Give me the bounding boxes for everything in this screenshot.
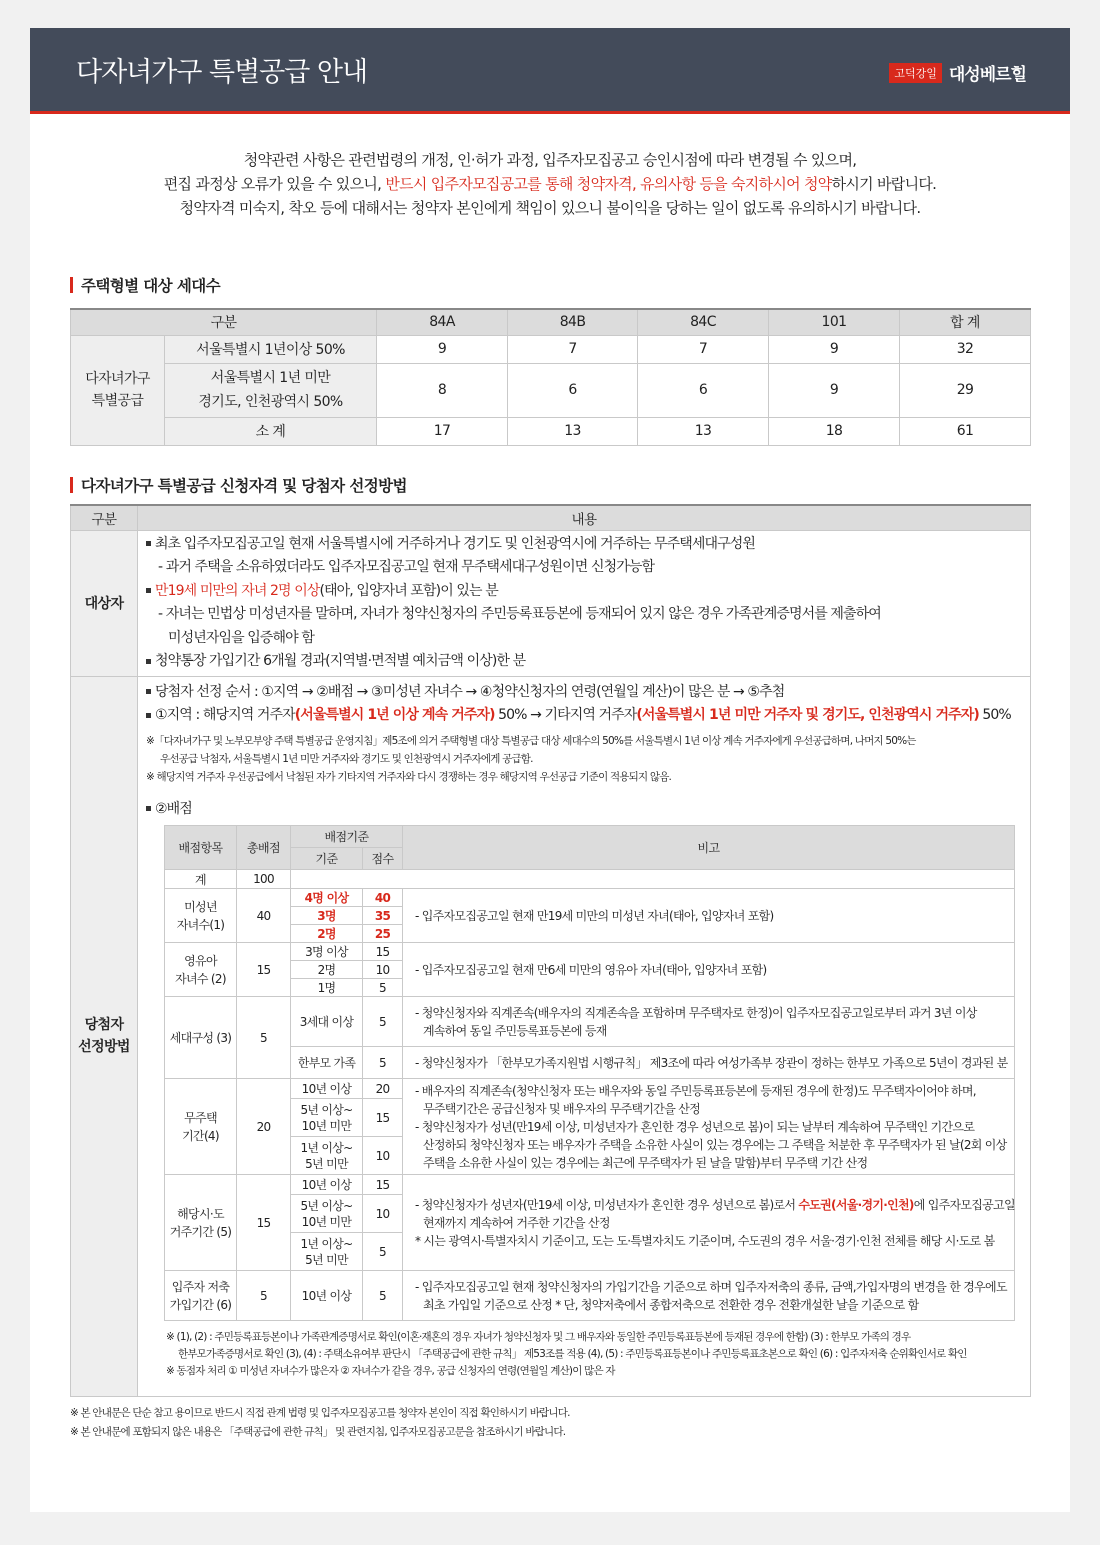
table-row: 세대구성 (3) 5 3세대 이상 5 - 청약신청자와 직계존속(배우자의 직계존속을 포함하며 무주택자로 한정)이 입주자모집공고일로부터 과거 3년 이상 계속하여 동일 주민등록표등본에 등재 [165,997,1015,1047]
group-label: 다자녀가구 특별공급 [71,335,165,445]
table-row [71,676,1031,1396]
footer-notes [70,1404,570,1442]
header-cell: 101 [769,309,900,335]
header-cell: 구분 [71,309,377,335]
footer-note: ※ 본 안내문에 포함되지 않은 내용은 「주택공급에 관한 규칙」 및 관련지침, 입주자모집공고문을 참조하시기 바랍니다. [70,1426,566,1438]
score-notes: ※ (1), (2) : 주민등록표등본이나 가족관계증명서로 확인(이혼·재혼의 경우 자녀가 청약신청자 및 그 배우자와 동일한 주민등록표등본에 등재된 경우에 한함) (3) : 한부모 가족의 경우 한부모가족증명서로 확인 (3), (4) : 주택소유여부 판단시 「주택공급에 관한 규칙」 제53조를 적용 (4), (5) : 주민등록표등본이나 주민등록표초본으로 확인 (6) : 입주자저축 순위확인서로 확인 ※ 동점자 처리 ① 미성년 자녀수가 많은자 ② 자녀수가 같을 경우, 공급 신청자의 연령(연월일 계산)이 많은 자 [166,1331,967,1377]
table-row: 서울특별시 1년 미만 경기도, 인천광역시 50% 8 6 6 9 29 [71,363,1031,417]
score-table: 배점항목 총배점 배점기준 비고 기준 점수 계 100 미성년 자녀수(1) 40 4명 이상 40 - 입주자모집공고일 현재 만19세 미만의 미성년 자녀(태아, 입양자녀 포함) 3명 35 2명 25 영유아 자녀수 (2) 15 3명 이상 15 - 입주자모집공고일 현재 만6세 미만의 영유아 자녀(태아, 입양자녀 포함) 2명 10 1명 5 세대구성 (3) 5 3세대 이상 5 - 청약신청자와 직계존속(배우자의 직계존속을 포함하며 무주택자로 한정)이 입주자모집공고일로부터 과거 3년 이상 계속하여 동일 주민등록표등본에 등재 한부모 가족 5 - 청약신청자가 「한부모가족지원법 시행규칙」 제3조에 따라 여성가족부 장관이 정하는 한부모 가족으로 5년이 경과된 분 무주택 기간(4) 20 10년 이상 20 - 배우자의 직계존속(청약신청자 또는 배우자와 동일 주민등록표등본에 등재된 경우에 한정)도 무주택자이어야 하며, 무주택기간은 공급신청자 및 배우자의 무주택기간을 산정 - 청약신청자가 성년(만19세 이상, 미성년자가 혼인한 경우 성년으로 봄)이 되는 날부터 계속하여 무주택인 기간으로 산정하되 청약신청자 또는 배우자가 주택을 소유한 사실이 있는 경우에는 그 주택을 처분한 후 무주택자가 된 날(2회 이상 주택을 소유한 사실이 있는 경우에는 최근에 무주택자가 된 날을 말함)부터 무주택 기간 산정 5년 이상~ 10년 미만 15 1년 이상~ 5년 미만 10 해당시·도 거주기간 (5) 15 10년 이상 15 - 청약신청자가 성년자(만19세 이상, 미성년자가 혼인한 경우 성년으로 봄)로서 수도권(서울·경기·인천)에 입주자모집공고일 현재까지 계속하여 거주한 기간을 산정 * 시는 광역시·특별자치시 기준이고, 도는 도·특별자치도 기준이며, 수도권의 경우 서울·경기·인천 전체를 해당 시·도로 봄 5년 이상~ 10년 미만 10 1년 이상~ 5년 미만 5 입주자 저축 가입기간 (6) 5 10년 이상 5 - 입주자모집공고일 현재 청약신청자의 가입기간을 기준으로 하며 입주자저축의 종류, 금액,가입자명의 변경을 한 경우에도 최초 가입일 기준으로 산정 * 단, 청약저축에서 종합저축으로 전환한 경우 전환개설한 날을 기준으로 함 [164,825,1015,1321]
intro-line: 청약자격 미숙지, 착오 등에 대해서는 청약자 본인에게 책임이 있으니 불이익을 당하는 일이 없도록 유의하시기 바랍니다. [179,199,921,217]
table-row: 계 100 [165,870,1015,889]
table-row [71,530,1031,676]
header-banner [30,28,1070,114]
footer-note: ※ 본 안내문은 단순 참고 용이므로 반드시 직접 관계 법령 및 입주자모집공고를 청약자 본인이 직접 확인하시기 바랍니다. [70,1407,570,1419]
header-cell: 84C [638,309,769,335]
table-header-row [71,309,1031,335]
row-label: 대상자 [71,530,138,676]
section-marker [70,277,73,293]
brand-name: 대성베르힐 [948,65,1026,85]
intro-highlight: 반드시 입주자모집공고를 통해 청약자격, 유의사항 등을 숙지하시어 청약 [385,175,832,193]
section-marker [70,477,73,493]
row-label: 당첨자 선정방법 [71,676,138,1396]
header-cell: 합 계 [900,309,1031,335]
location-badge: 고덕강일 [889,63,942,83]
intro-line: 편집 과정상 오류가 있을 수 있으니, 반드시 입주자모집공고를 통해 청약자격, 유의사항 등을 숙지하시어 청약하시기 바랍니다. [163,175,937,193]
section-title-units: 주택형별 대상 세대수 [70,274,220,296]
page-title: 다자녀가구 특별공급 안내 [76,57,368,88]
table-row: 다자녀가구 특별공급 서울특별시 1년이상 50% 9 7 7 9 32 [71,335,1031,363]
intro-line: 청약관련 사항은 관련법령의 개정, 인·허가 과정, 입주자모집공고 승인시점에 따라 변경될 수 있으며, [243,151,857,169]
notice-page [30,28,1070,1512]
table-header-row [71,505,1031,530]
table-row: 영유아 자녀수 (2) 15 3명 이상 15 - 입주자모집공고일 현재 만6세 미만의 영유아 자녀(태아, 입양자녀 포함) [165,943,1015,961]
units-table [70,308,1031,446]
table-row: 무주택 기간(4) 20 10년 이상 20 - 배우자의 직계존속(청약신청자 또는 배우자와 동일 주민등록표등본에 등재된 경우에 한정)도 무주택자이어야 하며, 무주택기간은 공급신청자 및 배우자의 무주택기간을 산정 - 청약신청자가 성년(만19세 이상, 미성년자가 혼인한 경우 성년으로 봄)이 되는 날부터 계속하여 무주택인 기간으로 산정하되 청약신청자 또는 배우자가 주택을 소유한 사실이 있는 경우에는 그 주택을 처분한 후 무주택자가 된 날(2회 이상 주택을 소유한 사실이 있는 경우에는 최근에 무주택자가 된 날을 말함)부터 무주택 기간 산정 [165,1079,1015,1099]
table-row: 소 계 17 13 13 18 61 [71,417,1031,445]
table-row: 미성년 자녀수(1) 40 4명 이상 40 - 입주자모집공고일 현재 만19세 미만의 미성년 자녀(태아, 입양자녀 포함) [165,889,1015,907]
header-cell: 구분 [71,505,138,530]
row-label: 서울특별시 1년이상 50% [165,335,377,363]
table-row: 입주자 저축 가입기간 (6) 5 10년 이상 5 - 입주자모집공고일 현재 청약신청자의 가입기간을 기준으로 하며 입주자저축의 종류, 금액,가입자명의 변경을 한 경우에도 최초 가입일 기준으로 산정 * 단, 청약저축에서 종합저축으로 전환한 경우 전환개설한 날을 기준으로 함 [165,1271,1015,1321]
header-cell: 내용 [138,505,1031,530]
header-cell: 84A [377,309,508,335]
intro-notice [30,148,1070,220]
header-cell: 84B [508,309,638,335]
brand-logo [889,60,1026,85]
eligibility-table [70,504,1031,1397]
row-label: 소 계 [165,417,377,445]
row-label: 서울특별시 1년 미만 경기도, 인천광역시 50% [165,363,377,417]
section-title-eligibility: 다자녀가구 특별공급 신청자격 및 당첨자 선정방법 [70,474,407,496]
target-content: 최초 입주자모집공고일 현재 서울특별시에 거주하거나 경기도 및 인천광역시에 거주하는 무주택세대구성원 - 과거 주택을 소유하였더라도 입주자모집공고일 현재 무주택세대구성원이면 신청가능함 만19세 미만의 자녀 2명 이상(태아, 입양자녀 포함)이 있는 분 - 자녀는 민법상 미성년자를 말하며, 자녀가 청약신청자의 주민등록표등본에 등재되어 있지 않은 경우 가족관계증명서를 제출하여 미성년자임을 입증해야 함 청약통장 가입기간 6개월 경과(지역별·면적별 예치금액 이상)한 분 [138,530,1031,676]
winner-content: 당첨자 선정 순서 : ①지역 → ②배점 → ③미성년 자녀수 → ④청약신청자의 연령(연월일 계산)이 많은 분 → ⑤추첨 ①지역 : 해당지역 거주자(서울특별시 1년 이상 계속 거주자) 50% → 기타지역 거주자(서울특별시 1년 미만 거주자 및 경기도, 인천광역시 거주자) 50% ※「다자녀가구 및 노부모부양 주택 특별공급 운영지침」제5조에 의거 주택형별 대상 특별공급 대상 세대수의 50%를 서울특별시 1년 이상 계속 거주자에게 우선공급하며, 나머지 50%는 우선공급 낙첨자, 서울특별시 1년 미만 거주자와 경기도 및 인천광역시 거주자에게 공급함. ※ 해당지역 거주자 우선공급에서 낙첨된 자가 기타지역 거주자와 다시 경쟁하는 경우 해당지역 우선공급 기준이 적용되지 않음. ②배점 배점항목 총배점 배점기준 비고 기준 점수 계 100 미성년 자녀수(1) 40 4명 이상 40 - 입주자모집공고일 현재 만19세 미만의 미성년 자녀(태아, 입양자녀 포함) 3명 35 2명 25 영유아 자녀수 (2) 15 3명 이상 15 - 입주자모집공고일 현재 만6세 미만의 영유아 자녀(태아, 입양자녀 포함) 2명 10 1명 5 세대구성 (3) 5 3세대 이상 5 - 청약신청자와 직계존속(배우자의 직계존속을 포함하며 무주택자로 한정)이 입주자모집공고일로부터 과거 3년 이상 계속하여 동일 주민등록표등본에 등재 한부모 가족 5 - 청약신청자가 「한부모가족지원법 시행규칙」 제3조에 따라 여성가족부 장관이 정하는 한부모 가족으로 5년이 경과된 분 무주택 기간(4) 20 10년 이상 20 - 배우자의 직계존속(청약신청자 또는 배우자와 동일 주민등록표등본에 등재된 경우에 한정)도 무주택자이어야 하며, 무주택기간은 공급신청자 및 배우자의 무주택기간을 산정 - 청약신청자가 성년(만19세 이상, 미성년자가 혼인한 경우 성년으로 봄)이 되는 날부터 계속하여 무주택인 기간으로 산정하되 청약신청자 또는 배우자가 주택을 소유한 사실이 있는 경우에는 그 주택을 처분한 후 무주택자가 된 날(2회 이상 주택을 소유한 사실이 있는 경우에는 최근에 무주택자가 된 날을 말함)부터 무주택 기간 산정 5년 이상~ 10년 미만 15 1년 이상~ 5년 미만 10 해당시·도 거주기간 (5) 15 10년 이상 15 - 청약신청자가 성년자(만19세 이상, 미성년자가 혼인한 경우 성년으로 봄)로서 수도권(서울·경기·인천)에 입주자모집공고일 현재까지 계속하여 거주한 기간을 산정 * 시는 광역시·특별자치시 기준이고, 도는 도·특별자치도 기준이며, 수도권의 경우 서울·경기·인천 전체를 해당 시·도로 봄 5년 이상~ 10년 미만 10 1년 이상~ 5년 미만 5 입주자 저축 가입기간 (6) 5 10년 이상 5 - 입주자모집공고일 현재 청약신청자의 가입기간을 기준으로 하며 입주자저축의 종류, 금액,가입자명의 변경을 한 경우에도 최초 가입일 기준으로 산정 * 단, 청약저축에서 종합저축으로 전환한 경우 전환개설한 날을 기준으로 함 ※ (1), (2) : 주민등록표등본이나 가족관계증명서로 확인(이혼·재혼의 경우 자녀가 청약신청자 및 그 배우자와 동일한 주민등록표등본에 등재된 경우에 한함) (3) : 한부모 가족의 경우 한부모가족증명서로 확인 (3), (4) : 주택소유여부 판단시 「주택공급에 관한 규칙」 제53조를 적용 (4), (5) : 주민등록표등본이나 주민등록표초본으로 확인 (6) : 입주자저축 순위확인서로 확인 ※ 동점자 처리 ① 미성년 자녀수가 많은자 ② 자녀수가 같을 경우, 공급 신청자의 연령(연월일 계산)이 많은 자 [138,676,1031,1396]
table-header-row: 배점항목 총배점 배점기준 비고 [165,826,1015,848]
table-row: 해당시·도 거주기간 (5) 15 10년 이상 15 - 청약신청자가 성년자(만19세 이상, 미성년자가 혼인한 경우 성년으로 봄)로서 수도권(서울·경기·인천)에 입주자모집공고일 현재까지 계속하여 거주한 기간을 산정 * 시는 광역시·특별자치시 기준이고, 도는 도·특별자치도 기준이며, 수도권의 경우 서울·경기·인천 전체를 해당 시·도로 봄 [165,1175,1015,1195]
